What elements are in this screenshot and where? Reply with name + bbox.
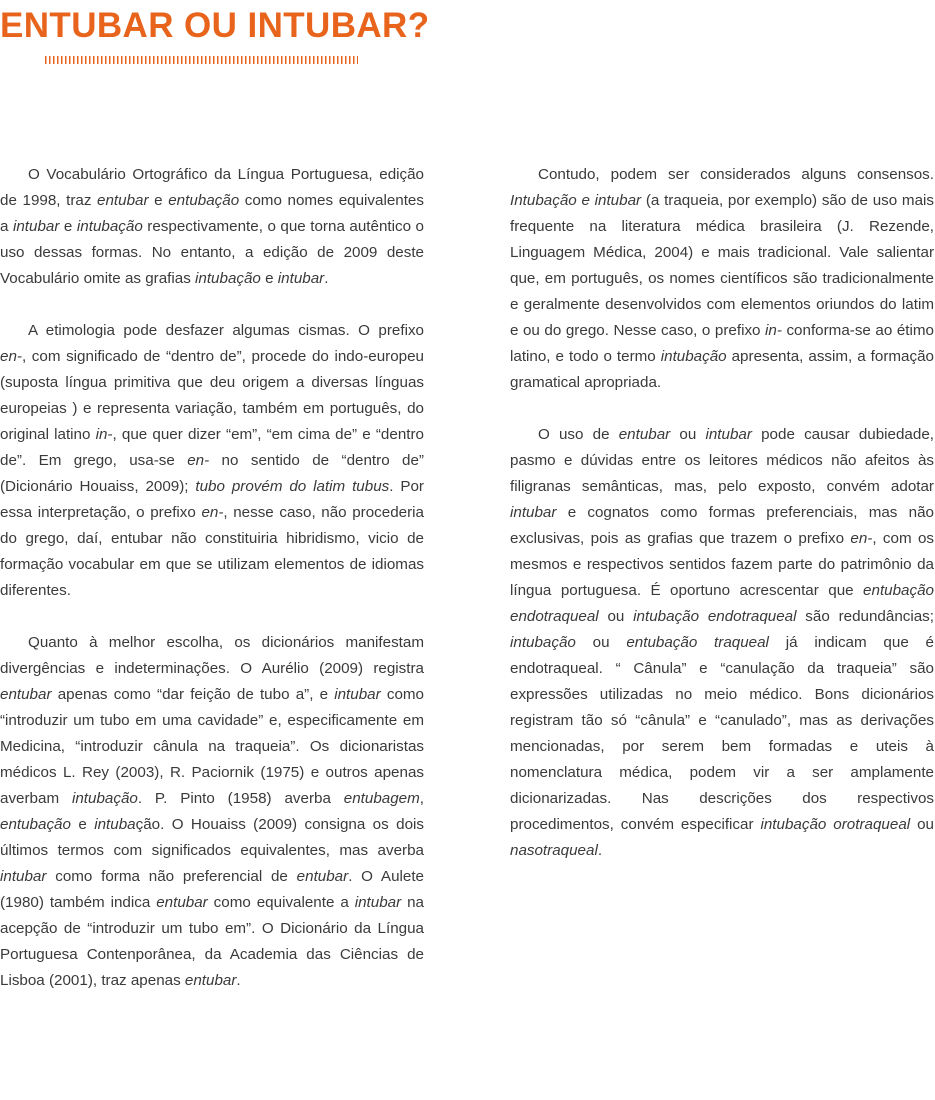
paragraph <box>0 630 424 994</box>
italic-term: intubar <box>277 270 325 287</box>
paragraph <box>510 162 934 396</box>
text-run: . O Aulete (1980) também indica <box>0 868 424 911</box>
paragraph <box>0 162 424 292</box>
italic-term: entubação endotraqueal <box>510 582 934 625</box>
italic-term: entubar <box>156 894 208 911</box>
italic-term: Intubação e intubar <box>510 192 642 209</box>
italic-term: intubação <box>76 218 143 235</box>
text-run: , com significado de “dentro de”, procede do indo-europeu (suposta língua primitiva que deu origem a diversas línguas europeias ) e representa variação, também em português, do original latino <box>0 348 424 443</box>
left-column <box>0 162 424 994</box>
text-run: ção. O Houaiss (2009) consigna os dois últimos termos com significados equivalentes, mas averba <box>0 816 424 859</box>
text-run: . <box>597 842 603 859</box>
text-run: ou <box>575 634 627 651</box>
italic-term: intubação <box>71 790 138 807</box>
italic-term: entubar <box>184 972 237 989</box>
right-column <box>510 162 934 864</box>
italic-term: intubar <box>354 894 402 911</box>
text-run: O uso de <box>538 426 619 443</box>
italic-term: in- <box>95 426 113 443</box>
text-run: conforma-se ao étimo latino, e todo o termo <box>510 322 934 365</box>
text-run: no sentido de “dentro de” (Dicionário Houaiss, 2009); <box>0 452 424 495</box>
italic-term: intubação orotraqueal <box>760 816 911 833</box>
text-run: e <box>148 192 169 209</box>
text-run: Contudo, podem ser considerados alguns consensos. <box>538 166 934 183</box>
italic-term: entubação <box>0 816 71 833</box>
italic-term: en- <box>201 504 224 521</box>
italic-term: en- <box>850 530 873 547</box>
text-run: . <box>324 270 329 287</box>
text-run: , com os mesmos e respectivos sentidos fazem parte do patrimônio da língua portuguesa. É oportuno acrescentar que <box>510 530 934 599</box>
italic-term: entubar <box>97 192 149 209</box>
text-run: Quanto à melhor escolha, os dicionários manifestam divergências e indeterminações. O Aurélio (2009) registra <box>0 634 424 677</box>
italic-term: intubar <box>510 504 557 521</box>
text-run: O Vocabulário Ortográfico da Língua Portuguesa, edição de 1998, traz <box>0 166 424 209</box>
text-run: , que quer dizer “em”, “em cima de” e “dentro de”. Em grego, usa-se <box>0 426 424 469</box>
text-run: já indicam que é endotraqueal. “ Cânula” e “canulação da traqueia” são expressões utilizadas no meio médico. Bons dicionários registram tão só “cânula” e “canulado”, mas as derivações mencionadas, por serem bem formadas e uteis à nomenclatura médica, podem vir a ser amplamente dicionarizadas. Nas descrições dos respectivos procedimentos, convém especificar <box>510 634 934 833</box>
italic-term: intubação <box>195 270 261 287</box>
italic-term: tubo provém do latim tubus <box>195 478 390 495</box>
italic-term: en- <box>0 348 22 365</box>
text-run: A etimologia pode desfazer algumas cismas. O prefixo <box>28 322 424 339</box>
text-run: ou <box>910 816 934 833</box>
text-run: (a traqueia, por exemplo) são de uso mais frequente na literatura médica brasileira (J. Rezende, Linguagem Médica, 2004) e mais tradicional. Vale salientar que, em português, os nomes científicos são tradicionalmente e geralmente desenvolvidos com elementos oriundos do latim e ou do grego. Nesse caso, o prefixo <box>510 192 934 339</box>
title-dotted-rule <box>45 56 358 64</box>
text-run: ou <box>598 608 634 625</box>
italic-term: intuba <box>94 816 136 833</box>
italic-term: entubar <box>0 686 52 703</box>
text-run: , <box>419 790 424 807</box>
italic-term: intubar <box>334 686 381 703</box>
text-run: como forma não preferencial de <box>46 868 297 885</box>
italic-term: intubar <box>705 426 752 443</box>
italic-term: intubação <box>510 634 576 651</box>
text-run: ou <box>670 426 706 443</box>
italic-term: in- <box>765 322 782 339</box>
text-run: e cognatos como formas preferenciais, mas não exclusivas, pois as grafias que trazem o prefixo <box>510 504 934 547</box>
text-run: . Por essa interpretação, o prefixo <box>0 478 424 521</box>
italic-term: en- <box>187 452 210 469</box>
text-run: pode causar dubiedade, pasmo e dúvidas entre os leitores médicos não afeitos às filigranas semânticas, mas, pelo exposto, convém adotar <box>510 426 934 495</box>
italic-term: entubar <box>296 868 349 885</box>
italic-term: nasotraqueal <box>510 842 598 859</box>
page-title: ENTUBAR OU INTUBAR? <box>0 6 430 45</box>
text-run: , nesse caso, não procederia do grego, daí, entubar não constituiria hibridismo, vicio de formação vocabular em que se utilizam elementos de idiomas diferentes. <box>0 504 424 599</box>
text-run: como “introduzir um tubo em uma cavidade” e, especificamente em Medicina, “introduzir cânula na traqueia”. Os dicionaristas médicos L. Rey (2003), R. Paciornik (1975) e outros apenas averbam <box>0 686 425 807</box>
text-run: na acepção de “introduzir um tubo em”. O Dicionário da Língua Portuguesa Contenporânea, da Academia das Ciências de Lisboa (2001), traz apenas <box>0 894 425 989</box>
text-run: como equivalente a <box>207 894 355 911</box>
italic-term: intubar <box>12 218 60 235</box>
text-run: e <box>70 816 95 833</box>
text-run: . P. Pinto (1958) averba <box>137 790 344 807</box>
italic-term: intubar <box>0 868 47 885</box>
text-run: apenas como “dar feição de tubo a”, e <box>51 686 335 703</box>
text-run: apresenta, assim, a formação gramatical apropriada. <box>510 348 934 391</box>
italic-term: intubação <box>660 348 727 365</box>
italic-term: intubação endotraqueal <box>633 608 797 625</box>
text-run: como nomes equivalentes a <box>0 192 424 235</box>
italic-term: entubagem <box>343 790 420 807</box>
text-run: e <box>260 270 278 287</box>
paragraph <box>510 422 934 864</box>
text-run: respectivamente, o que torna autêntico o uso dessas formas. No entanto, a edição de 2009 deste Vocabulário omite as grafias <box>0 218 424 287</box>
italic-term: entubação traqueal <box>626 634 769 651</box>
italic-term: entubar <box>618 426 671 443</box>
text-run: . <box>236 972 241 989</box>
italic-term: entubação <box>168 192 240 209</box>
paragraph <box>0 318 424 604</box>
text-run: são redundâncias; <box>796 608 934 625</box>
text-run: e <box>59 218 77 235</box>
